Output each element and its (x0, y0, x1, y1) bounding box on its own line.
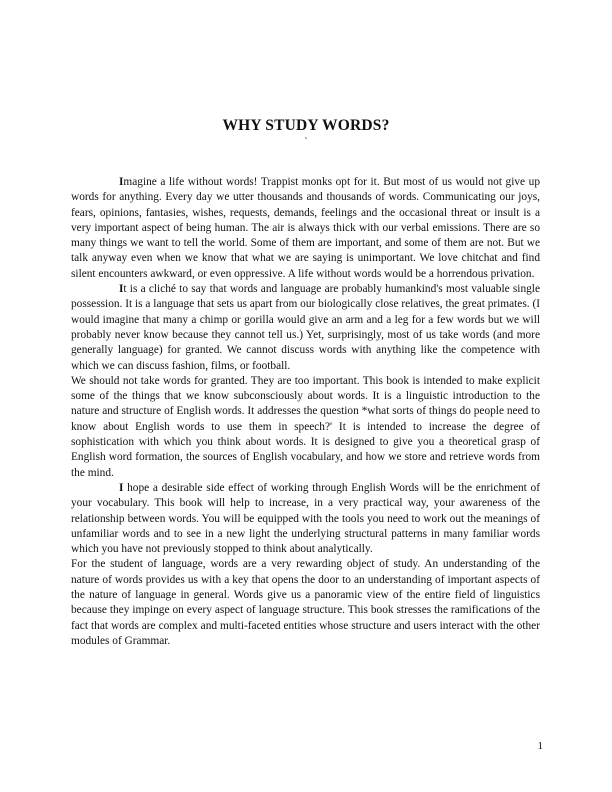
paragraph-1-text: magine a life without words! Trappist monks opt for it. But most of us would not give up words for anything. Every day we utter thousands and thousands of words. Communicating our joys, fears, opinions, fantasies, wishes, requests, demands, feelings and the occasional threat or insult is a very important aspect of being human. The air is always thick with our verbal emissions. There are so many things we want to tell the world. Some of them are important, and some of them are not. But we talk anyway even when we know that what we are saying is unimportant. We love chitchat and find silent encounters awkward, or even oppressive. A life without words would be a horrendous privation. (71, 176, 540, 280)
page-title: WHY STUDY WORDS? (222, 117, 390, 134)
paragraph-4 (71, 481, 540, 557)
paragraph-2-lead: I (119, 283, 124, 296)
paragraph-3-text: We should not take words for granted. They are too important. This book is intended to make explicit some of the things that we know subconsciously about words. It is a linguistic introduction to the nature and structure of English words. It addresses the question *what sorts of things do people need to know about English words to use them in speech?' It is intended to increase the degree of sophistication with which you think about words. It is designed to give you a theoretical grasp of English word formation, the sources of English vocabulary, and how we store and retrieve words from the mind. (71, 374, 540, 479)
paragraph-2-text: t is a cliché to say that words and language are probably humankind's most valuable single possession. It is a language that sets us apart from our biologically close relatives, the great primates. (I would imagine that many a chimp or gorilla would give an arm and a leg for a few words but we will probably never know because they cannot tell us.) Yet, surprisingly, most of us take words (and more generally language) for granted. We cannot discuss words with anything like the competence with which we can discuss fashion, films, or football. (71, 283, 540, 372)
title-tick-mark: ` (304, 136, 308, 148)
paragraph-5 (71, 557, 540, 649)
paragraph-4-lead: I (119, 481, 124, 494)
paragraph-4-text: hope a desirable side effect of working through English Words will be the enrichment of your vocabulary. This book will help to increase, in a very practical way, your awareness of the relationship between words. You will be equipped with the tools you need to work out the meanings of unfamiliar words and to see in a new light the underlying structural patterns in many familiar words which you have not previously stopped to think about analytically. (71, 481, 540, 556)
paragraph-2 (71, 282, 540, 374)
paragraph-5-text: For the student of language, words are a very rewarding object of study. An understanding of the nature of words provides us with a key that opens the door to an understanding of important aspects of the nature of language in general. Words give us a panoramic view of the entire field of linguistics because they impinge on every aspect of language structure. This book stresses the ramifications of the fact that words are complex and multi-faceted entities whose structure and users interact with the other modules of Grammar. (71, 558, 540, 647)
page-number: 1 (537, 740, 543, 752)
paragraph-1-lead: I (119, 176, 124, 188)
body-text (71, 175, 540, 649)
paragraph-1 (71, 175, 540, 282)
paragraph-3 (71, 374, 540, 481)
